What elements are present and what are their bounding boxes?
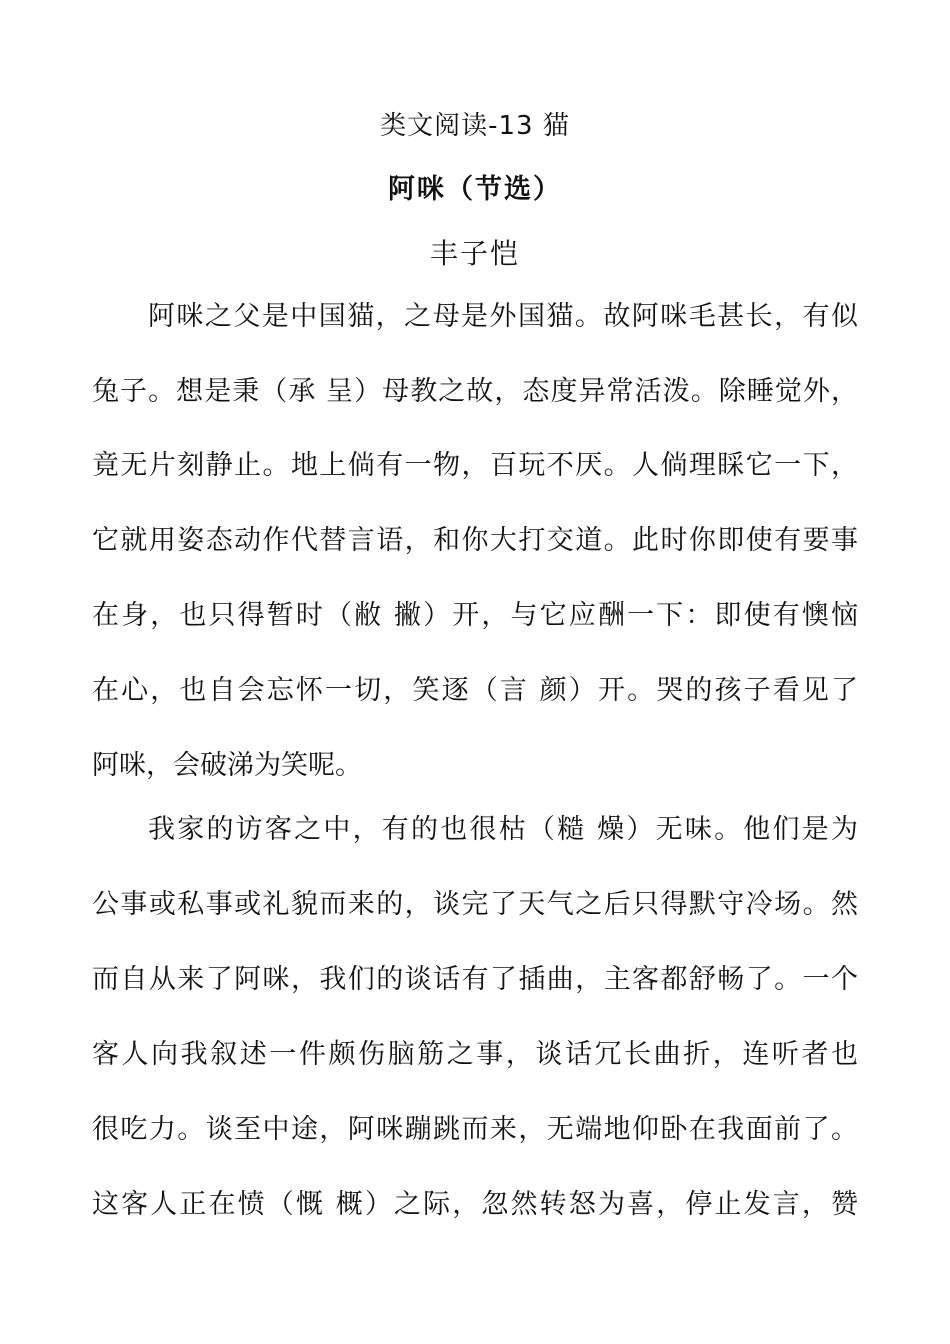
author-name: 丰子恺 <box>429 237 520 270</box>
text-line: 我家的访客之中，有的也很枯（糙 燥）无味。他们是为 <box>148 814 858 845</box>
text-line: 兔子。想是秉（承 呈）母教之故，态度异常活泼。除睡觉外， <box>92 376 858 407</box>
text-line: 很吃力。谈至中途，阿咪蹦跳而来，无端地仰卧在我面前了。 <box>92 1114 858 1145</box>
text-line: 公事或私事或礼貌而来的，谈完了天气之后只得默守冷场。然 <box>92 889 858 920</box>
page-title: 类文阅读-13 猫 <box>380 111 570 141</box>
text-line: 在身，也只得暂时（敝 撇）开，与它应酬一下：即使有懊恼 <box>92 600 858 631</box>
text-line: 客人向我叙述一件颇伤脑筋之事，谈话冗长曲折，连听者也 <box>92 1039 858 1070</box>
text-line: 竟无片刻静止。地上倘有一物，百玩不厌。人倘理睬它一下， <box>92 450 858 481</box>
text-line: 在心，也自会忘怀一切，笑逐（言 颜）开。哭的孩子看见了 <box>92 675 858 706</box>
text-line: 阿咪之父是中国猫，之母是外国猫。故阿咪毛甚长，有似 <box>148 301 858 332</box>
text-line: 这客人正在愤（慨 概）之际，忽然转怒为喜，停止发言，赞 <box>92 1189 858 1220</box>
article-title: 阿咪（节选） <box>388 174 562 205</box>
text-line: 阿咪，会破涕为笑呢。 <box>92 750 362 781</box>
text-line: 而自从来了阿咪，我们的谈话有了插曲，主客都舒畅了。一个 <box>92 964 858 995</box>
text-line: 它就用姿态动作代替言语，和你大打交道。此时你即使有要事 <box>92 525 858 556</box>
